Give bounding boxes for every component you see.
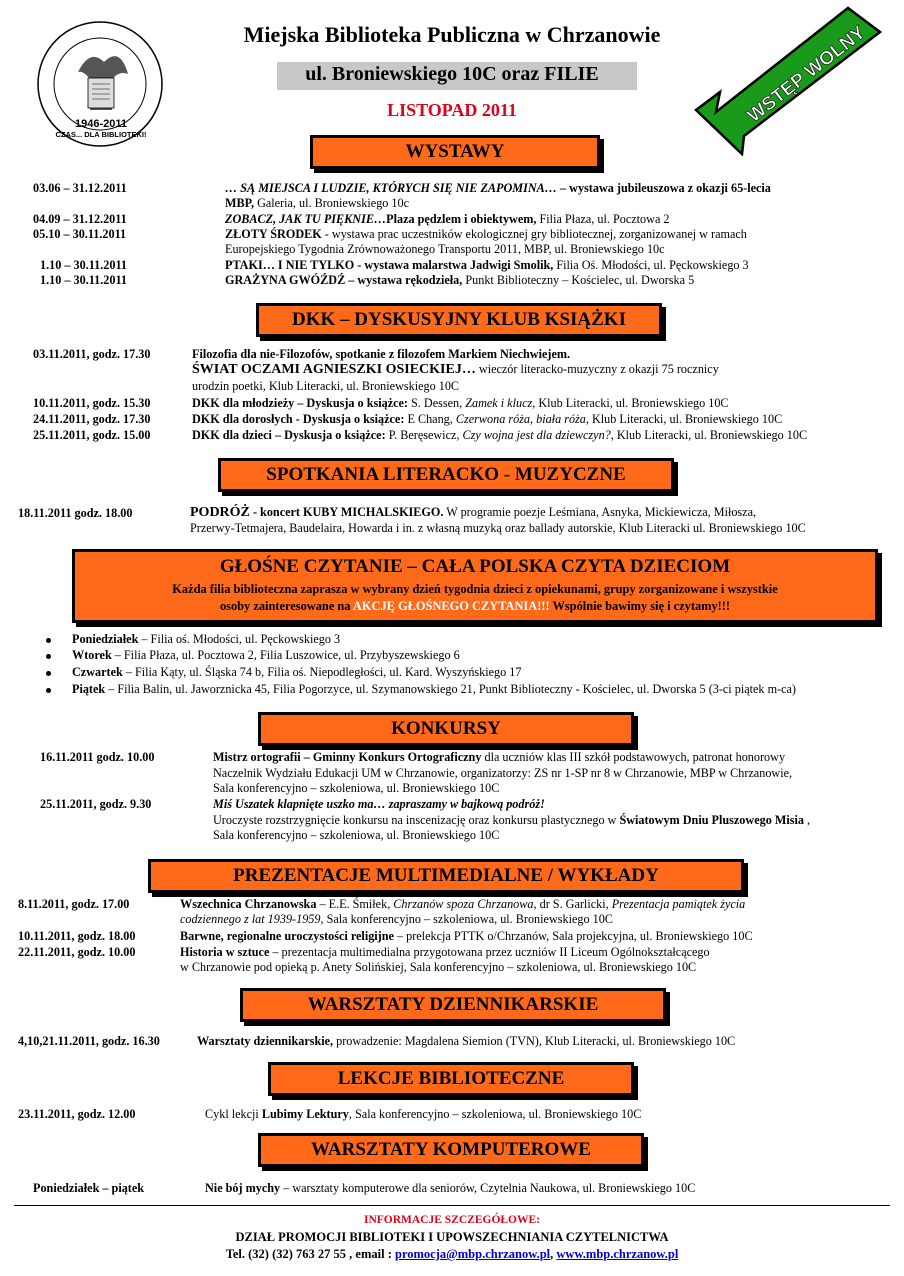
event-date: 24.11.2011, godz. 17.30 — [33, 412, 151, 426]
event-date: 25.11.2011, godz. 9.30 — [40, 797, 152, 811]
section-prezentacje: PREZENTACJE MULTIMEDIALNE / WYKŁADY — [148, 859, 744, 893]
event-description-cont: codziennego z lat 1939-1959, Sala konferencyjno – szkoleniowa, ul. Broniewskiego 10C — [180, 912, 613, 926]
list-item: Wtorek – Filia Płaza, ul. Pocztowa 2, Filia Luszowice, ul. Przybyszewskiego 6 — [72, 648, 460, 662]
footer-contact: Tel. (32) (32) 763 27 55 , email : promocja@mbp.chrzanow.pl, www.mbp.chrzanow.pl — [225, 1247, 679, 1261]
section-wystawy: WYSTAWY — [310, 135, 600, 169]
section-dkk: DKK – DYSKUSYJNY KLUB KSIĄŻKI — [256, 303, 662, 337]
event-date: 18.11.2011 godz. 18.00 — [18, 506, 133, 520]
section-spotkania: SPOTKANIA LITERACKO - MUZYCZNE — [218, 458, 674, 492]
event-description: Historia w sztuce – prezentacja multimedialna przygotowana przez uczniów II Liceum Ogólnokształcącego — [180, 945, 710, 959]
event-date: 1.10 – 30.11.2011 — [40, 258, 128, 272]
event-description: Cykl lekcji Lubimy Lektury, Sala konferencyjno – szkoleniowa, ul. Broniewskiego 10C — [205, 1107, 642, 1121]
section-warsztaty-komp: WARSZTATY KOMPUTEROWE — [258, 1133, 644, 1167]
event-description-cont: Europejskiego Tygodnia Zrównoważonego Transportu 2011, MBP, ul. Broniewskiego 10c — [225, 242, 665, 256]
section-warsztaty-dz: WARSZTATY DZIENNIKARSKIE — [240, 988, 666, 1022]
event-date: 4,10,21.11.2011, godz. 16.30 — [18, 1034, 160, 1048]
footer-info: INFORMACJE SZCZEGÓŁOWE: — [363, 1214, 541, 1226]
event-description-cont: Sala konferencyjno – szkoleniowa, ul. Broniewskiego 10C — [213, 781, 500, 795]
list-item: Poniedziałek – Filia oś. Młodości, ul. Pęckowskiego 3 — [72, 632, 341, 646]
event-description-cont: Sala konferencyjno – szkoleniowa, ul. Broniewskiego 10C — [213, 828, 500, 842]
event-description: PODRÓŻ - koncert KUBY MICHALSKIEGO. W programie poezje Leśmiana, Asnyka, Mickiewicza, Miłosza, — [190, 505, 757, 520]
section-konkursy: KONKURSY — [258, 712, 634, 746]
event-description-cont: urodzin poetki, Klub Literacki, ul. Broniewskiego 10C — [192, 379, 460, 393]
event-description: Wszechnica Chrzanowska – E.E. Śmiłek, Chrzanów spoza Chrzanowa, dr S. Garlicki, Prezentacja pamiątek życia — [180, 897, 746, 911]
event-description: PTAKI… I NIE TYLKO - wystawa malarstwa Jadwigi Smolik, Filia Oś. Młodości, ul. Pęckowskiego 3 — [225, 258, 749, 272]
address-subtitle: ul. Broniewskiego 10C oraz FILIE — [305, 63, 599, 85]
event-description: Nie bój mychy – warsztaty komputerowe dla seniorów, Czytelnia Naukowa, ul. Broniewskiego 10C — [205, 1181, 696, 1195]
event-description: ZOBACZ, JAK TU PIĘKNIE…Plaza pędzlem i obiektywem, Filia Płaza, ul. Pocztowa 2 — [225, 212, 670, 226]
event-description: … SĄ MIEJSCA I LUDZIE, KTÓRYCH SIĘ NIE ZAPOMINA… – wystawa jubileuszowa z okazji 65-lecia — [225, 181, 771, 195]
event-description: DKK dla młodzieży – Dyskusja o książce: S. Dessen, Zamek i klucz, Klub Literacki, ul. Broniewskiego 10C — [192, 396, 729, 410]
campaign-text-cont: osoby zainteresowane na AKCJĘ GŁOŚNEGO CZYTANIA!!! Wspólnie bawimy się i czytamy!!! — [219, 599, 731, 613]
bullet-icon — [46, 688, 51, 693]
logo-slogan: CZAS... DLA BIBLIOTEKI! — [55, 130, 147, 139]
event-description-cont: Naczelnik Wydziału Edukacji UM w Chrzanowie, organizatorzy: ZS nr 1-SP nr 8 w Chrzanowie, MBP w Chrzanowie, — [213, 766, 793, 780]
reading-campaign-box — [72, 549, 878, 623]
bullet-icon — [46, 671, 51, 676]
event-description: ZŁOTY ŚRODEK - wystawa prac uczestników ekologicznej gry bibliotecznej, zorganizowanej w ramach — [225, 227, 747, 241]
event-date: 8.11.2011, godz. 17.00 — [18, 897, 130, 911]
bullet-icon — [46, 638, 51, 643]
event-description: Filozofia dla nie-Filozofów, spotkanie z filozofem Markiem Niechwiejem. — [192, 347, 571, 361]
list-item: Piątek – Filia Balin, ul. Jaworznicka 45, Filia Pogorzyce, ul. Szymanowskiego 21, Punkt Biblioteczny - Kościelec, ul. Dworska 5 (3-ci piątek m-ca) — [72, 682, 796, 696]
event-date: 10.11.2011, godz. 18.00 — [18, 929, 136, 943]
footer-department: DZIAŁ PROMOCJI BIBLIOTEKI I UPOWSZECHNIANIA CZYTELNICTWA — [235, 1230, 669, 1244]
event-description-cont: ŚWIAT OCZAMI AGNIESZKI OSIECKIEJ… wieczór literacko-muzyczny z okazji 75 rocznicy — [192, 362, 719, 377]
campaign-text: Każda filia biblioteczna zaprasza w wybrany dzień tygodnia dzieci z opiekunami, grupy zorganizowane i wszystkie — [172, 582, 778, 596]
month-label: LISTOPAD 2011 — [387, 100, 517, 120]
event-description-cont: Uroczyste rozstrzygnięcie konkursu na inscenizację oraz konkursu plastycznego w Światowym Dniu Pluszowego Misia , — [213, 813, 811, 827]
event-date: 25.11.2011, godz. 15.00 — [33, 428, 151, 442]
event-description: Miś Uszatek klapnięte uszko ma… zapraszamy w bajkową podróż! — [213, 797, 545, 811]
event-date: 22.11.2011, godz. 10.00 — [18, 945, 136, 959]
event-date: 03.11.2011, godz. 17.30 — [33, 347, 151, 361]
page-title: Miejska Biblioteka Publiczna w Chrzanowie — [243, 22, 661, 47]
event-date: 03.06 – 31.12.2011 — [33, 181, 127, 195]
bullet-icon — [46, 654, 51, 659]
event-date: 04.09 – 31.12.2011 — [33, 212, 127, 226]
email-link[interactable]: promocja@mbp.chrzanow.pl — [395, 1247, 551, 1261]
event-description: DKK dla dorosłych - Dyskusja o książce: E Chang, Czerwona róża, biała róża, Klub Literacki, ul. Broniewskiego 10C — [192, 412, 783, 426]
event-date: 16.11.2011 godz. 10.00 — [40, 750, 155, 764]
event-description: Barwne, regionalne uroczystości religijne – prelekcja PTTK o/Chrzanów, Sala projekcyjna, ul. Broniewskiego 10C — [180, 929, 753, 943]
section-glosne: GŁOŚNE CZYTANIE – CAŁA POLSKA CZYTA DZIECIOM — [219, 556, 731, 577]
event-description: DKK dla dzieci – Dyskusja o książce: P. Beręsewicz, Czy wojna jest dla dziewczyn?, Klub Literacki, ul. Broniewskiego 10C — [192, 428, 808, 442]
logo-years: 1946-2011 — [75, 118, 127, 130]
event-date: 10.11.2011, godz. 15.30 — [33, 396, 151, 410]
event-date: Poniedziałek – piątek — [33, 1181, 145, 1195]
website-link[interactable]: www.mbp.chrzanow.pl — [556, 1247, 679, 1261]
section-lekcje: LEKCJE BIBLIOTECZNE — [268, 1062, 634, 1096]
footer-divider — [14, 1205, 890, 1206]
event-date: 05.10 – 30.11.2011 — [33, 227, 127, 241]
event-description-cont: w Chrzanowie pod opieką p. Anety Solińskiej, Sala konferencyjno – szkoleniowa, ul. Broniewskiego 10C — [180, 960, 697, 974]
event-description-cont: MBP, Galeria, ul. Broniewskiego 10c — [225, 196, 410, 210]
event-description: Warsztaty dziennikarskie, prowadzenie: Magdalena Siemion (TVN), Klub Literacki, ul. Broniewskiego 10C — [197, 1034, 736, 1048]
event-description-cont: Przerwy-Tetmajera, Baudelaira, Howarda i in. z własną muzyką oraz ballady autorskie, Klub Literacki ul. Broniewskiego 10C — [190, 521, 806, 535]
event-description: GRAŻYNA GWÓŹDŹ – wystawa rękodzieła, Punkt Biblioteczny – Kościelec, ul. Dworska 5 — [225, 273, 695, 287]
free-entry-label: WSTĘP WOLNY — [743, 22, 870, 127]
list-item: Czwartek – Filia Kąty, ul. Śląska 74 b, Filia oś. Niepodległości, ul. Kard. Wyszyńskiego 17 — [72, 665, 522, 679]
event-date: 1.10 – 30.11.2011 — [40, 273, 128, 287]
event-date: 23.11.2011, godz. 12.00 — [18, 1107, 136, 1121]
free-entry-arrow — [690, 6, 890, 156]
event-description: Mistrz ortografii – Gminny Konkurs Ortograficzny dla uczniów klas III szkół podstawowych, patronat honorowy — [213, 750, 786, 764]
